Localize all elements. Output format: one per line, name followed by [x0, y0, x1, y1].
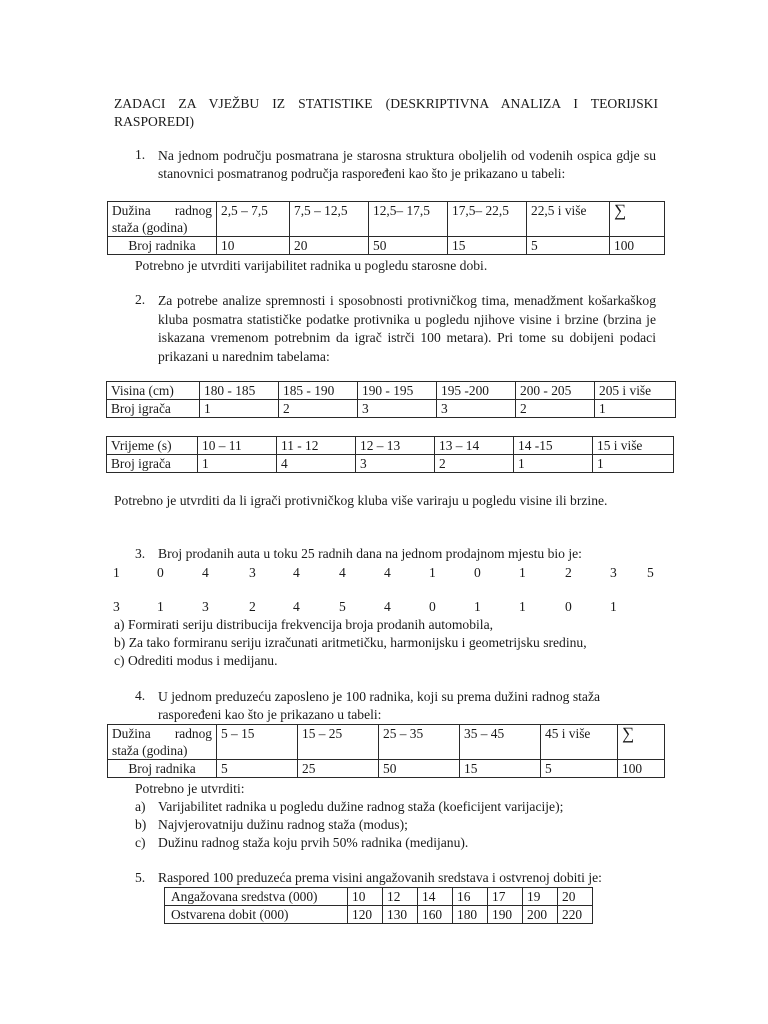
task-4-intro: Potrebno je utvrditi:	[135, 781, 245, 796]
list-item: 4	[293, 565, 300, 580]
table-cell: 14	[418, 888, 453, 906]
list-item: 4	[384, 599, 391, 614]
list-item: 3	[610, 565, 617, 580]
table-cell: 200	[523, 906, 558, 924]
task-1-table	[107, 201, 665, 255]
list-item: 4	[293, 599, 300, 614]
task-2-table-time	[106, 436, 674, 473]
task-1-text: Na jednom području posmatrana je starosna struktura oboljelih od vodenih ospica gdje su stanovnici posmatranog područja raspoređeni kao što je prikazano u tabeli:	[158, 148, 656, 181]
table-cell: 3	[437, 400, 516, 418]
table-cell: 20	[558, 888, 593, 906]
table-row	[108, 237, 665, 255]
table-cell: 12,5– 17,5	[369, 202, 448, 237]
table-cell: 130	[383, 906, 418, 924]
table-cell: 17,5– 22,5	[448, 202, 527, 237]
task-4-item-a	[135, 799, 695, 817]
table-row	[107, 400, 676, 418]
table-cell: 50	[379, 760, 460, 778]
table-cell: 15	[448, 237, 527, 255]
list-item: 0	[474, 565, 481, 580]
table-cell: 45 i više	[541, 725, 618, 760]
list-item: 3	[249, 565, 256, 580]
list-item: 1	[157, 599, 164, 614]
table-cell: 5	[541, 760, 618, 778]
table-cell: 100	[610, 237, 665, 255]
table-cell: Angažovana sredstva (000)	[165, 888, 348, 906]
task-1-number: 1.	[135, 147, 146, 162]
task-2-text: Za potrebe analize spremnosti i sposobnosti protivničkog tima, menadžment košarkaškog kluba posmatra statističke podatke protivnika u pogledu njihove visine i brzine (brzina je iskazana vremenom potrebnim da igrač istrči 100 metara). Pri tome su dobijeni podaci prikazani u narednim tabelama:	[158, 293, 656, 364]
table-cell: 35 – 45	[460, 725, 541, 760]
list-item: 1	[610, 599, 617, 614]
table-cell: 16	[453, 888, 488, 906]
table-cell: 50	[369, 237, 448, 255]
table-cell: 1	[593, 455, 674, 473]
task-4-item-c	[135, 835, 695, 853]
table-cell: 10 – 11	[198, 437, 277, 455]
task-2-number: 2.	[135, 292, 146, 307]
table-cell: 195 -200	[437, 382, 516, 400]
table-cell: 5	[217, 760, 298, 778]
list-item: 1	[113, 565, 120, 580]
table-cell: 22,5 i više	[527, 202, 610, 237]
list-item: 1	[474, 599, 481, 614]
table-row	[165, 888, 593, 906]
table-cell: 20	[290, 237, 369, 255]
table-cell: 180	[453, 906, 488, 924]
table-cell: 13 – 14	[435, 437, 514, 455]
table-cell: 2	[279, 400, 358, 418]
list-item-text: Najvjerovatniju dužinu radnog staža (modus);	[158, 817, 408, 832]
table-cell: 120	[348, 906, 383, 924]
table-cell: 3	[356, 455, 435, 473]
task-5-table	[164, 887, 593, 924]
table-cell: 4	[277, 455, 356, 473]
table-cell: 25 – 35	[379, 725, 460, 760]
task-3-values-row-1	[0, 565, 768, 583]
table-row	[107, 455, 674, 473]
list-item: 0	[429, 599, 436, 614]
task-2-after: Potrebno je utvrditi da li igrači protivničkog kluba više variraju u pogledu visine ili brzine.	[114, 493, 608, 508]
table-cell: 200 - 205	[516, 382, 595, 400]
task-4-text: U jednom preduzeću zaposleno je 100 radnika, koji su prema dužini radnog staža raspoređeni kao što je prikazano u tabeli:	[158, 689, 601, 722]
table-row	[108, 202, 665, 237]
table-cell: 3	[358, 400, 437, 418]
table-cell: 190 - 195	[358, 382, 437, 400]
table-cell: 5	[527, 237, 610, 255]
table-cell: 2,5 – 7,5	[217, 202, 290, 237]
list-item: 0	[565, 599, 572, 614]
list-item-text: Varijabilitet radnika u pogledu dužine radnog staža (koeficijent varijacije);	[158, 799, 564, 814]
list-item: 3	[202, 599, 209, 614]
list-item: 5	[339, 599, 346, 614]
task-3-item-c: c) Odrediti modus i medijanu.	[114, 653, 278, 668]
table-cell: 1	[514, 455, 593, 473]
sum-symbol: ∑	[618, 725, 665, 760]
table-cell: 5 – 15	[217, 725, 298, 760]
task-5-text: Raspored 100 preduzeća prema visini angažovanih sredstava i ostvrenoj dobiti je:	[158, 870, 602, 885]
table-cell: Broj igrača	[107, 455, 198, 473]
table-cell: 185 - 190	[279, 382, 358, 400]
table-cell: 160	[418, 906, 453, 924]
table-cell: 2	[435, 455, 514, 473]
task-4-item-b	[135, 817, 695, 835]
table-row	[108, 725, 665, 760]
list-item: 4	[384, 565, 391, 580]
list-item: 4	[202, 565, 209, 580]
table-cell: 180 - 185	[200, 382, 279, 400]
table-cell: Broj igrača	[107, 400, 200, 418]
table-row	[107, 382, 676, 400]
task-3-item-b: b) Za tako formiranu seriju izračunati aritmetičku, harmonijsku i geometrijsku sredinu,	[114, 635, 587, 650]
table-cell: 11 - 12	[277, 437, 356, 455]
table-cell: 10	[348, 888, 383, 906]
page-title: ZADACI ZA VJEŽBU IZ STATISTIKE (DESKRIPTIVNA ANALIZA I TEORIJSKI RASPOREDI)	[114, 96, 658, 129]
table-cell: 25	[298, 760, 379, 778]
list-marker: b)	[135, 817, 147, 832]
task-3-item-a: a) Formirati seriju distribucija frekvencija broja prodanih automobila,	[114, 617, 493, 632]
task-3-number: 3.	[135, 546, 146, 561]
sum-symbol: ∑	[610, 202, 665, 237]
list-item: 2	[565, 565, 572, 580]
table-cell: Ostvarena dobit (000)	[165, 906, 348, 924]
list-marker: a)	[135, 799, 146, 814]
list-item: 4	[339, 565, 346, 580]
list-item-text: Dužinu radnog staža koju prvih 50% radnika (medijanu).	[158, 835, 469, 850]
table-cell: Vrijeme (s)	[107, 437, 198, 455]
table-cell: 220	[558, 906, 593, 924]
task-5-number: 5.	[135, 870, 146, 885]
task-3-values-row-2	[0, 599, 768, 617]
task-1-after: Potrebno je utvrditi varijabilitet radnika u pogledu starosne dobi.	[135, 258, 488, 273]
table-cell: Dužina radnog staža (godina)	[108, 725, 217, 760]
table-cell: 12 – 13	[356, 437, 435, 455]
table-cell: 1	[595, 400, 676, 418]
table-row	[107, 437, 674, 455]
table-cell: Broj radnika	[108, 237, 217, 255]
table-cell: Dužina radnog staža (godina)	[108, 202, 217, 237]
list-item: 5	[647, 565, 654, 580]
task-3-text: Broj prodanih auta u toku 25 radnih dana na jednom prodajnom mjestu bio je:	[158, 546, 582, 561]
task-4-number: 4.	[135, 688, 146, 703]
table-cell: 100	[618, 760, 665, 778]
list-item: 2	[249, 599, 256, 614]
table-cell: 2	[516, 400, 595, 418]
list-item: 1	[519, 599, 526, 614]
table-cell: 12	[383, 888, 418, 906]
table-cell: 1	[200, 400, 279, 418]
table-cell: 1	[198, 455, 277, 473]
list-item: 3	[113, 599, 120, 614]
table-cell: 19	[523, 888, 558, 906]
table-cell: 17	[488, 888, 523, 906]
list-item: 0	[157, 565, 164, 580]
table-cell: Visina (cm)	[107, 382, 200, 400]
list-item: 1	[429, 565, 436, 580]
table-cell: 14 -15	[514, 437, 593, 455]
table-cell: 15 i više	[593, 437, 674, 455]
table-cell: 190	[488, 906, 523, 924]
task-4-table	[107, 724, 665, 778]
list-item: 1	[519, 565, 526, 580]
table-row	[165, 906, 593, 924]
table-cell: 15 – 25	[298, 725, 379, 760]
list-marker: c)	[135, 835, 146, 850]
table-cell: 10	[217, 237, 290, 255]
table-row	[108, 760, 665, 778]
table-cell: Broj radnika	[108, 760, 217, 778]
table-cell: 15	[460, 760, 541, 778]
table-cell: 205 i više	[595, 382, 676, 400]
task-2-table-height	[106, 381, 676, 418]
table-cell: 7,5 – 12,5	[290, 202, 369, 237]
